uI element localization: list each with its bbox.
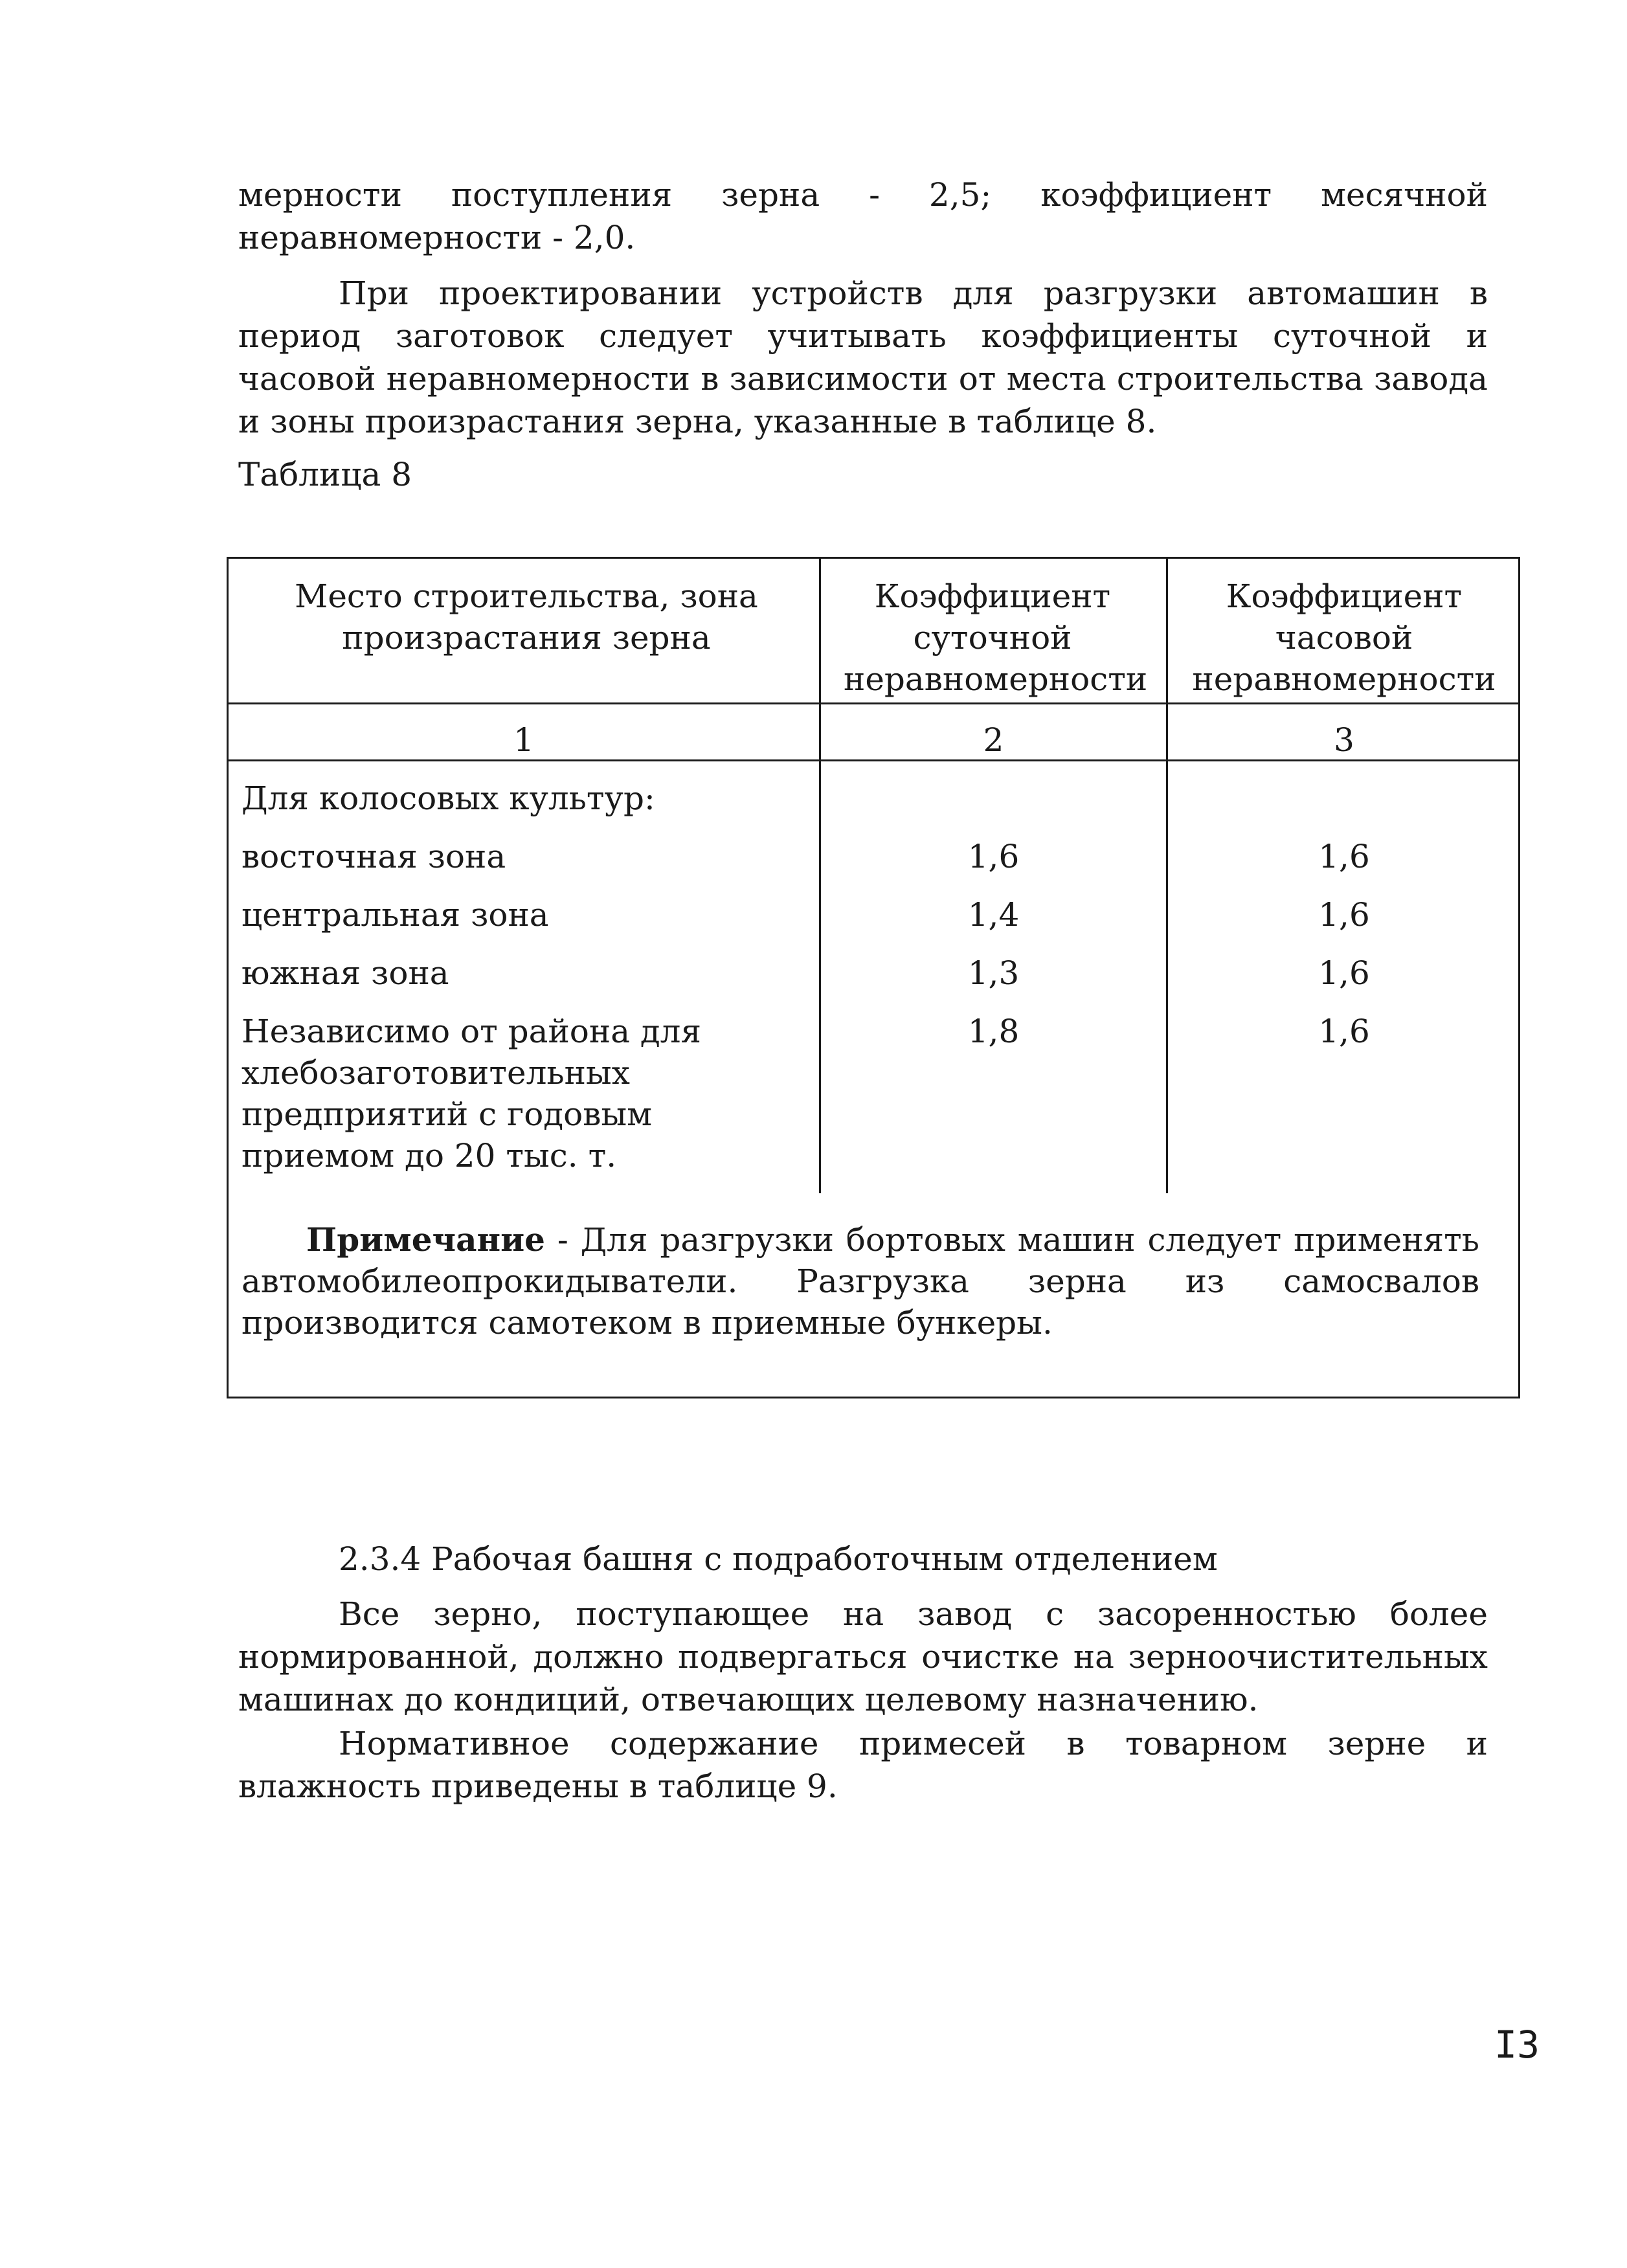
table-row-place: Независимо от района для хлебозаготовительных предприятий с годовым приемом до 20 тыс. т.: [241, 1013, 701, 1174]
paragraph-text: мерности поступления зерна - 2,5; коэффициент месячной неравномерности - 2,0.: [238, 176, 1488, 256]
table-caption: [238, 453, 1488, 496]
table-column-number: 3: [1334, 721, 1354, 759]
section-heading: [238, 1538, 1488, 1580]
page-number: I3: [1494, 2023, 1540, 2067]
table-row-hourly: 1,6: [1318, 1013, 1370, 1050]
table-header-place: Место строительства, зона произрастания зерна: [295, 578, 758, 657]
coefficients-table: [227, 557, 1520, 1398]
table-column-number: 1: [513, 721, 534, 759]
paragraph-norms: [238, 1722, 1488, 1808]
table-note-text: - Для разгрузки бортовых машин следует применять автомобилеопрокидыватели. Разгрузка зерна из самосвалов производится самотеком в приемные бункеры.: [241, 1221, 1479, 1342]
table-row-hourly: 1,6: [1318, 896, 1370, 934]
table-header-daily: Коэффициент суточной неравномерности: [844, 578, 1148, 698]
table-note-label: Примечание: [306, 1220, 545, 1259]
table-row-place: восточная зона: [241, 838, 506, 875]
paragraph-text: Все зерно, поступающее на завод с засоренностью более нормированной, должно подвергаться очистке на зерноочистительных машинах до кондиций, отвечающих целевому назначению.: [238, 1595, 1488, 1718]
table-note: [241, 1219, 1479, 1343]
table-row-place: южная зона: [241, 954, 449, 992]
table-column-number: 2: [983, 721, 1004, 759]
paragraph-cleaning: [238, 1593, 1488, 1721]
table-row-daily: 1,6: [967, 838, 1020, 875]
paragraph-unloading: [238, 272, 1488, 443]
paragraph-continuation: [238, 174, 1488, 259]
table-group-title: Для колосовых культур:: [241, 780, 655, 817]
table-row-hourly: 1,6: [1318, 954, 1370, 992]
table-row-daily: 1,3: [967, 954, 1020, 992]
table-caption-text: Таблица 8: [238, 456, 412, 493]
paragraph-text: При проектировании устройств для разгрузки автомашин в период заготовок следует учитывать коэффициенты суточной и часовой неравномерности в зависимости от места строительства завода и зоны произрастания зерна, указанные в таблице 8.: [238, 275, 1488, 440]
table-row-daily: 1,8: [967, 1013, 1020, 1050]
table-row-hourly: 1,6: [1318, 838, 1370, 875]
table-row-daily: 1,4: [967, 896, 1020, 934]
paragraph-text: Нормативное содержание примесей в товарном зерне и влажность приведены в таблице 9.: [238, 1725, 1488, 1805]
table-header-divider: [229, 702, 1518, 704]
section-heading-text: 2.3.4 Рабочая башня с подработочным отделением: [339, 1540, 1218, 1578]
table-row-place: центральная зона: [241, 896, 549, 934]
table-header-hourly: Коэффициент часовой неравномерности: [1192, 578, 1496, 698]
